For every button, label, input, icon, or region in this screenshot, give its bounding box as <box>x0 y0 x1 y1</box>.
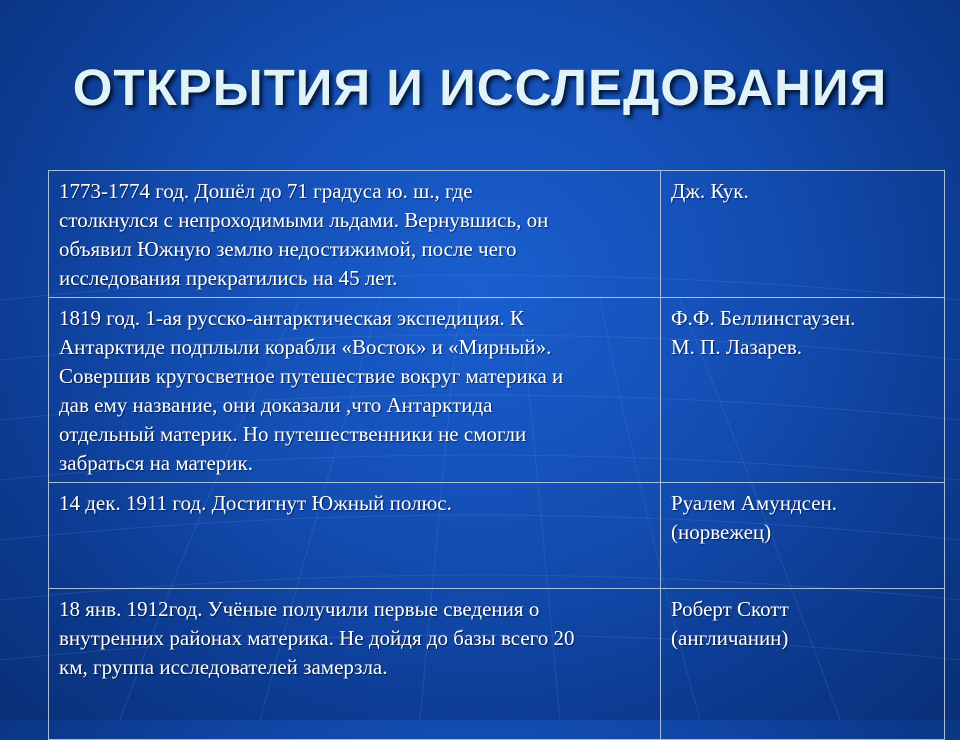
table-row <box>49 483 945 589</box>
table-row <box>49 171 945 298</box>
event-cell: 1819 год. 1-ая русско-антарктическая экспедиция. К Антарктиде подплыли корабли «Восток» и «Мирный». Совершив кругосветное путешествие вокруг материка и дав ему название, они доказали ,что Антарктида отдельный материк. Но путешественники не смогли забраться на материк. <box>49 298 661 483</box>
event-cell: 14 дек. 1911 год. Достигнут Южный полюс. <box>49 483 661 589</box>
table-row <box>49 298 945 483</box>
discoveries-table <box>48 170 945 740</box>
explorer-cell: Ф.Ф. Беллинсгаузен. М. П. Лазарев. <box>661 298 945 483</box>
explorer-cell: Роберт Скотт (англичанин) <box>661 589 945 740</box>
event-cell: 18 янв. 1912год. Учёные получили первые сведения о внутренних районах материка. Не дойдя до базы всего 20 км, группа исследователей замерзла. <box>49 589 661 740</box>
table-row <box>49 589 945 740</box>
explorer-cell: Руалем Амундсен. (норвежец) <box>661 483 945 589</box>
page-title: ОТКРЫТИЯ И ИССЛЕДОВАНИЯ <box>72 59 888 116</box>
explorer-cell: Дж. Кук. <box>661 171 945 298</box>
event-cell: 1773-1774 год. Дошёл до 71 градуса ю. ш., где столкнулся с непроходимыми льдами. Вернувшись, он объявил Южную землю недостижимой, после чего исследования прекратились на 45 лет. <box>49 171 661 298</box>
